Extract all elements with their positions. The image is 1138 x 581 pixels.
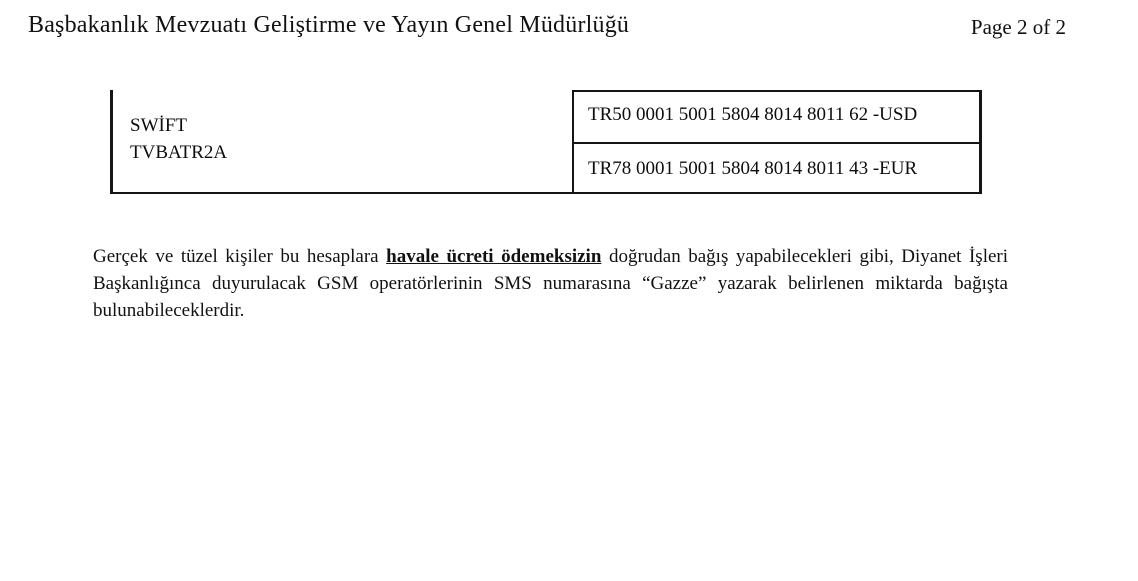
page-number-indicator: Page 2 of 2 [970, 15, 1066, 39]
table-row: TR50 0001 5001 5804 8014 8011 62 -USD [588, 104, 918, 125]
swift-label: SWİFT [130, 115, 187, 136]
table-left-border [110, 90, 113, 194]
paragraph-text-part1: Gerçek ve tüzel kişiler bu hesaplara [93, 246, 387, 267]
paragraph-text-part2: doğrudan bağış yapabilecekleri gibi, Diyanet İşleri Başkanlığınca duyurulacak GSM operatörlerinin SMS numarasına “Gazze” yazarak belirlenen miktarda bağışta bulunabileceklerdir. [93, 246, 1009, 321]
table-middle-rule [572, 142, 982, 144]
table-top-rule [572, 90, 982, 92]
table-bottom-rule [110, 192, 982, 194]
bank-account-table [110, 90, 982, 194]
swift-cell [130, 112, 550, 166]
paragraph-emphasis: havale ücreti ödemeksizin [386, 246, 602, 267]
body-paragraph [93, 243, 1008, 324]
swift-code: TVBATR2A [130, 142, 228, 163]
table-row: TR78 0001 5001 5804 8014 8011 43 -EUR [588, 158, 918, 179]
page-header [0, 12, 1138, 52]
header-title: Başbakanlık Mevzuatı Geliştirme ve Yayın Genel Müdürlüğü [28, 12, 630, 38]
